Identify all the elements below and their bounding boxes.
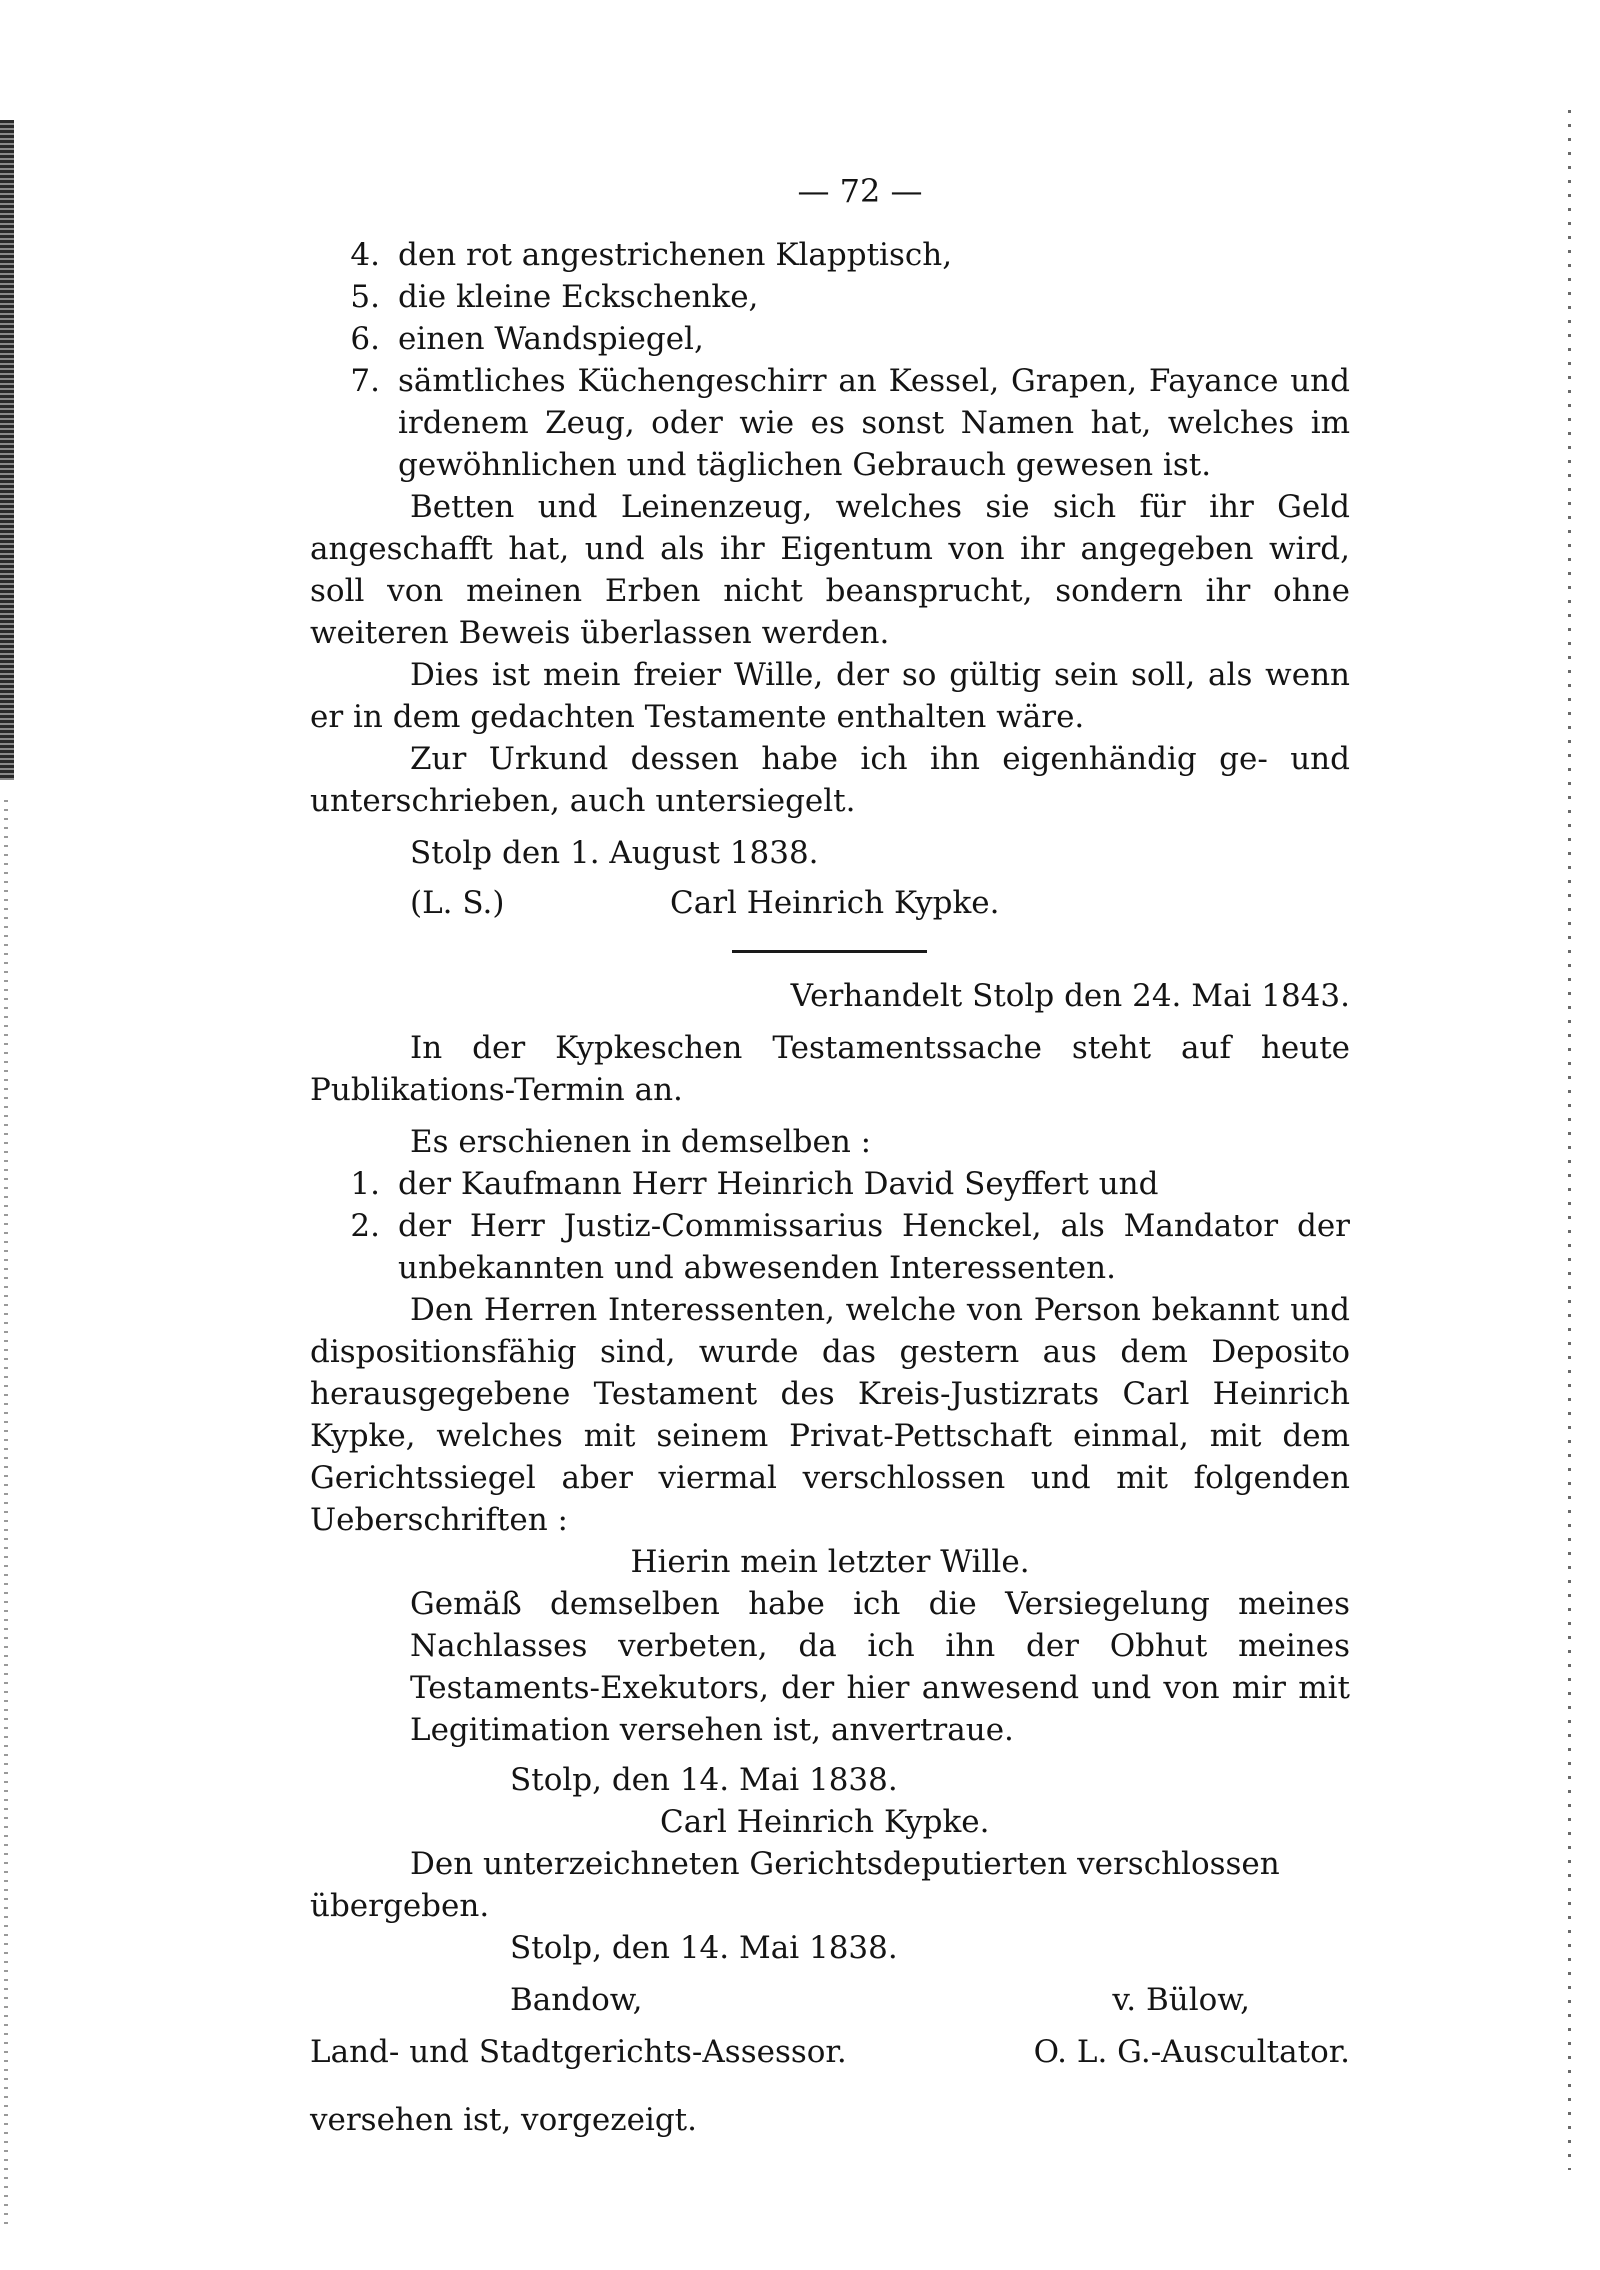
signature-names-row (310, 1979, 1350, 2021)
section-divider (732, 950, 927, 953)
list-item-text: einen Wandspiegel, (398, 321, 704, 357)
list-item-number: 6. (350, 321, 380, 357)
list-item (310, 318, 1350, 360)
signature-buelow: v. Bülow, (1112, 1982, 1250, 2018)
signature-2: Carl Heinrich Kypke. (660, 1804, 990, 1840)
signature-1: Carl Heinrich Kypke. (670, 885, 1000, 921)
paragraph-in-der: In der Kypkeschen Testamentssache steht auf heute Publikations-Termin an. (310, 1030, 1350, 1108)
scan-edge-dots-left (4, 800, 8, 2230)
list-item (310, 276, 1350, 318)
place-date-1: Stolp den 1. August 1838. (410, 835, 819, 871)
list-item (310, 234, 1350, 276)
scan-edge-dots-right (1568, 110, 1571, 2170)
list-item-number: 4. (350, 237, 380, 273)
paragraph-dies: Dies ist mein freier Wille, der so gültig sein soll, als wenn er in dem gedachten Testamente enthalten wäre. (310, 657, 1350, 735)
item-list-top (310, 234, 1350, 486)
list-item-number: 2. (350, 1208, 380, 1244)
list-item-number: 5. (350, 279, 380, 315)
verhandelt-heading: Verhandelt Stolp den 24. Mai 1843. (790, 978, 1350, 1014)
paragraph-den-unterzeichneten: Den unterzeichneten Gerichtsdeputierten verschlossen übergeben. (310, 1846, 1280, 1924)
list-item-text: der Herr Justiz-Commissarius Henckel, als Mandator der unbekannten und abwesenden Interessenten. (398, 1208, 1350, 1286)
list-item-text: der Kaufmann Herr Heinrich David Seyffert und (398, 1166, 1159, 1202)
place-date-3: Stolp, den 14. Mai 1838. (510, 1930, 898, 1966)
signature-bandow: Bandow, (510, 1982, 643, 2018)
list-item-text: den rot angestrichenen Klapptisch, (398, 237, 953, 273)
last-line: versehen ist, vorgezeigt. (310, 2102, 697, 2138)
seal-signature-row (310, 882, 1350, 924)
list-item-text: sämtliches Küchengeschirr an Kessel, Grapen, Fayance und irdenem Zeug, oder wie es sonst Namen hat, welches im gewöhnlichen und täglichen Gebrauch gewesen ist. (398, 363, 1350, 483)
title-assessor: Land- und Stadtgerichts-Assessor. (310, 2034, 847, 2070)
list-item (310, 1163, 1350, 1205)
signature-titles-row (310, 2031, 1350, 2073)
paragraph-betten: Betten und Leinenzeug, welches sie sich für ihr Geld angeschafft hat, und als ihr Eigentum von ihr angegeben wird, soll von meinen Erben nicht beansprucht, sondern ihr ohne weiteren Beweis überlassen werden. (310, 489, 1350, 651)
place-date-2: Stolp, den 14. Mai 1838. (510, 1762, 898, 1798)
list-item-number: 7. (350, 363, 380, 399)
list-item (310, 1205, 1350, 1289)
paragraph-zur-urkund: Zur Urkund dessen habe ich ihn eigenhändig ge- und unterschrieben, auch untersiegelt. (310, 741, 1350, 819)
heading-letzter-wille: Hierin mein letzter Wille. (630, 1544, 1030, 1580)
erschienen-line: Es erschienen in demselben : (410, 1124, 872, 1160)
list-item-number: 1. (350, 1166, 380, 1202)
title-auscultator: O. L. G.-Auscultator. (1033, 2034, 1350, 2070)
paragraph-den-herren: Den Herren Interessenten, welche von Person bekannt und dispositionsfähig sind, wurde das gestern aus dem Deposito herausgegebene Testament des Kreis-Justizrats Carl Heinrich Kypke, welches mit seinem Privat-Pettschaft einmal, mit dem Gerichtssiegel aber viermal verschlossen und mit folgenden Ueberschriften : (310, 1292, 1350, 1538)
item-list-persons (310, 1163, 1350, 1289)
scan-edge-left (0, 120, 14, 780)
document-page (310, 170, 1350, 2141)
list-item (310, 360, 1350, 486)
paragraph-gemaess: Gemäß demselben habe ich die Versiegelung meines Nachlasses verbeten, da ich ihn der Obhut meines Testaments-Exekutors, der hier anwesend und von mir mit Legitimation versehen ist, anvertraue. (410, 1586, 1350, 1748)
seal-mark: (L. S.) (410, 885, 505, 921)
list-item-text: die kleine Eckschenke, (398, 279, 759, 315)
page-number: — 72 — (797, 172, 923, 210)
